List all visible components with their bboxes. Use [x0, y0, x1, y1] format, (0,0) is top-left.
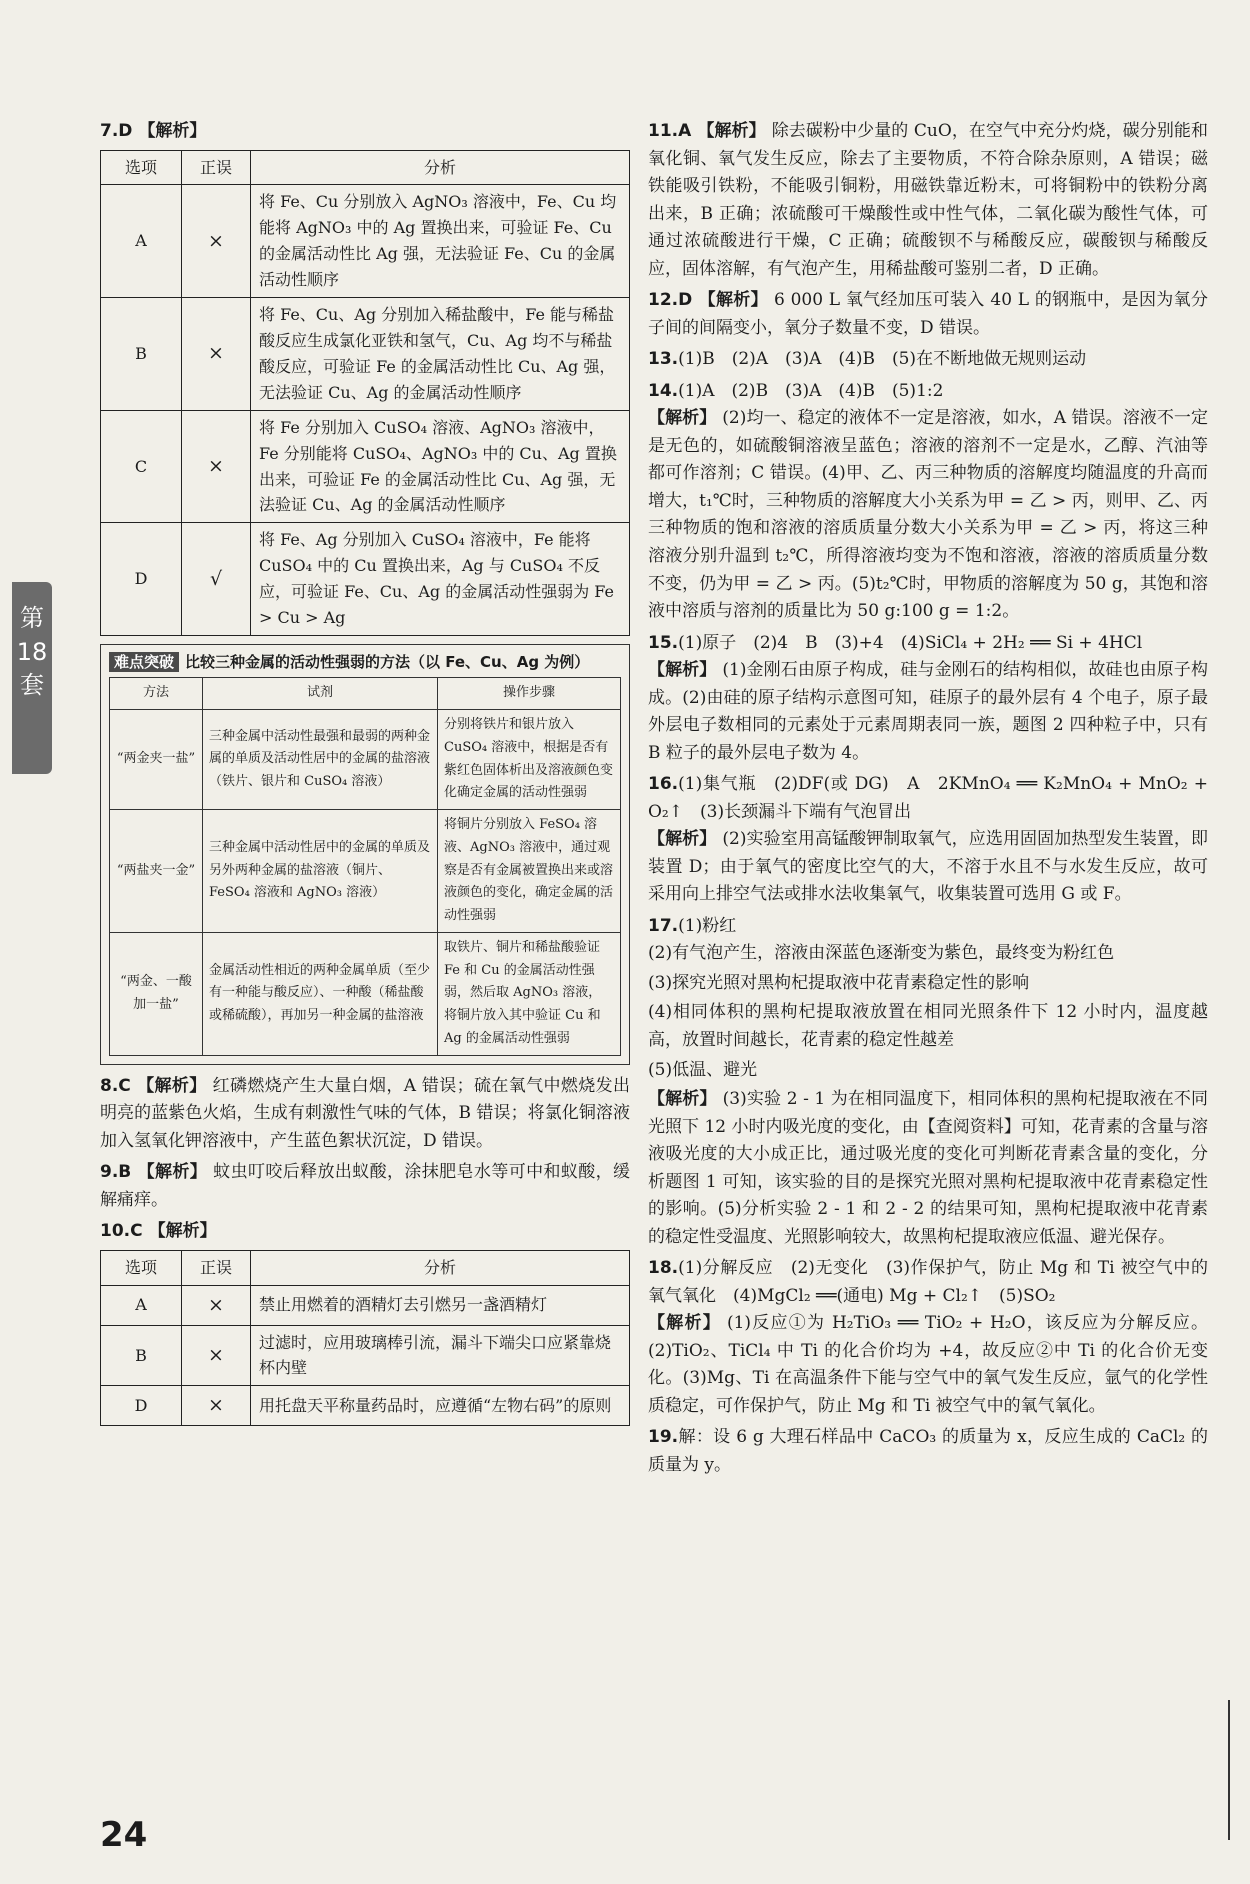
q17-line-2: (2)有气泡产生，溶液由深蓝色逐渐变为紫色，最终变为粉红色 — [648, 943, 1115, 964]
left-column — [100, 118, 630, 1434]
q12-answer: D — [678, 290, 693, 311]
question-10 — [100, 1218, 630, 1246]
mark-cell: × — [182, 185, 251, 298]
tip-title: 比较三种金属的活动性强弱的方法（以 Fe、Cu、Ag 为例） — [185, 652, 590, 671]
tip-box — [100, 644, 630, 1065]
q10-header-analysis: 分析 — [251, 1250, 630, 1285]
q10-table — [100, 1250, 630, 1426]
q17-line-3: (3)探究光照对黑枸杞提取液中花青素稳定性的影响 — [648, 972, 1030, 993]
margin-rule — [1228, 1700, 1230, 1840]
q7-number: 7. — [100, 121, 119, 141]
question-9 — [100, 1159, 630, 1214]
q15-tag: 【解析】 — [648, 660, 717, 681]
q10-answer: C — [130, 1221, 143, 1242]
table-row — [110, 932, 621, 1055]
q19-number: 19. — [648, 1427, 679, 1448]
mark-cell: × — [182, 1325, 251, 1386]
analysis-cell: 将 Fe、Cu、Ag 分别加入稀盐酸中，Fe 能与稀盐酸反应生成氯化亚铁和氢气，Cu、Ag 均不与稀盐酸反应，可验证 Fe 的金属活动性比 Cu、Ag 强，无法验证 Cu、Ag 的金属活动性顺序 — [251, 298, 630, 411]
q7-header-option: 选项 — [101, 150, 182, 185]
mark-cell: × — [182, 298, 251, 411]
table-row — [101, 1285, 630, 1325]
q11-number: 11. — [648, 121, 679, 141]
reagent-cell: 三种金属中活动性最强和最弱的两种金属的单质及活动性居中的金属的盐溶液（铁片、银片和 CuSO₄ 溶液） — [203, 710, 438, 810]
q7-header-analysis: 分析 — [251, 150, 630, 185]
option-cell: C — [101, 410, 182, 523]
q17-line-5: (5)低温、避光 — [648, 1059, 758, 1080]
q19-text: 解：设 6 g 大理石样品中 CaCO₃ 的质量为 x，反应生成的 CaCl₂ 的质量为 y。 — [648, 1427, 1208, 1475]
q9-answer: B — [118, 1162, 132, 1183]
q18-text: (1)反应①为 H₂TiO₃ ══ TiO₂ + H₂O，该反应为分解反应。(2)TiO₂、TiCl₄ 中 Ti 的化合价均为 +4，故反应②中 Ti 的化合价无变化。(3)Mg、Ti 在高温条件下能与空气中的氧气发生反应，氩气的化学性质稳定，可作保护气，防止 Mg 和 Ti 被空气中的氧气氧化。 — [648, 1313, 1208, 1416]
q18-answers: (1)分解反应 (2)无变化 (3)作保护气，防止 Mg 和 Ti 被空气中的氧气氧化 (4)MgCl₂ ══(通电) Mg + Cl₂↑ (5)SO₂ — [648, 1258, 1208, 1306]
table-row — [110, 710, 621, 810]
question-18 — [648, 1255, 1208, 1420]
q18-number: 18. — [648, 1258, 679, 1279]
q13-text: (1)B (2)A (3)A (4)B (5)在不断地做无规则运动 — [678, 349, 1087, 370]
q17-line-1: (1)粉红 — [678, 915, 737, 936]
q7-tag: 【解析】 — [138, 121, 207, 141]
q7-table — [100, 150, 630, 636]
q16-answers: (1)集气瓶 (2)DF(或 DG) A 2KMnO₄ ══ K₂MnO₄ + MnO₂ + O₂↑ (3)长颈漏斗下端有气泡冒出 — [648, 774, 1208, 822]
option-cell: B — [101, 298, 182, 411]
option-cell: D — [101, 523, 182, 636]
q16-tag: 【解析】 — [648, 829, 717, 850]
question-7 — [100, 118, 630, 146]
mark-cell: × — [182, 1285, 251, 1325]
q15-number: 15. — [648, 632, 679, 653]
method-cell: “两金夹一盐” — [110, 710, 203, 810]
q17-text: (3)实验 2 - 1 为在相同温度下，相同体积的黑枸杞提取液在不同光照下 12 小时内吸光度的变化，由【查阅资料】可知，花青素的含量与溶液吸光度的大小成正比，通过吸光度的变化可判断花青素含量的变化，分析题图 1 可知，该实验的目的是探究光照对黑枸杞提取液中花青素稳定性的影响。(5)分析实验 2 - 1 和 2 - 2 的结果可知，黑枸杞提取液中花青素的稳定性受温度、光照影响较大，故黑枸杞提取液应低温、避光保存。 — [648, 1089, 1209, 1247]
q14-number: 14. — [648, 380, 679, 401]
q9-tag: 【解析】 — [137, 1162, 208, 1183]
tip-header-method: 方法 — [110, 678, 203, 710]
method-cell: “两金、一酸加一盐” — [110, 932, 203, 1055]
q16-text: (2)实验室用高锰酸钾制取氧气，应选用固固加热型发生装置，即装置 D；由于氧气的密度比空气的大，不溶于水且不与水发生反应，故可采用向上排空气法或排水法收集氧气，收集装置可选用 G 或 F。 — [648, 829, 1208, 905]
tip-header-reagent: 试剂 — [203, 678, 438, 710]
method-cell: “两盐夹一金” — [110, 810, 203, 933]
analysis-cell: 将 Fe 分别加入 CuSO₄ 溶液、AgNO₃ 溶液中，Fe 分别能将 CuSO₄、AgNO₃ 中的 Cu、Ag 置换出来，可验证 Fe 的金属活动性比 Cu、Ag 强，无法验证 Cu、Ag 的金属活动性顺序 — [251, 410, 630, 523]
q11-tag: 【解析】 — [697, 121, 766, 141]
option-cell: A — [101, 185, 182, 298]
table-row — [101, 1325, 630, 1386]
steps-cell: 将铜片分别放入 FeSO₄ 溶液、AgNO₃ 溶液中，通过观察是否有金属被置换出来或溶液颜色的变化，确定金属的活动性强弱 — [438, 810, 621, 933]
tip-header-row — [110, 678, 621, 710]
table-row — [101, 1386, 630, 1426]
q10-tag: 【解析】 — [148, 1221, 217, 1242]
q12-number: 12. — [648, 290, 679, 311]
q13-number: 13. — [648, 349, 679, 370]
tip-table — [109, 677, 621, 1055]
mark-cell: × — [182, 1386, 251, 1426]
q15-answers: (1)原子 (2)4 B (3)+4 (4)SiCl₄ + 2H₂ ══ Si + 4HCl — [678, 632, 1143, 653]
q7-header-mark: 正误 — [182, 150, 251, 185]
q12-text: 6 000 L 氧气经加压可装入 40 L 的钢瓶中，是因为氧分子间的间隔变小，氧分子数量不变，D 错误。 — [648, 290, 1208, 338]
option-cell: B — [101, 1325, 182, 1386]
q12-tag: 【解析】 — [698, 290, 769, 311]
option-cell: A — [101, 1285, 182, 1325]
q9-text: 蚊虫叮咬后释放出蚁酸，涂抹肥皂水等可中和蚁酸，缓解痛痒。 — [100, 1162, 631, 1210]
question-15 — [648, 630, 1208, 768]
q17-tag: 【解析】 — [648, 1089, 717, 1110]
question-17 — [648, 913, 1208, 1251]
q10-header-row — [101, 1250, 630, 1285]
q8-number: 8. — [100, 1075, 119, 1096]
analysis-cell: 过滤时，应用玻璃棒引流，漏斗下端尖口应紧靠烧杯内壁 — [251, 1325, 630, 1386]
q14-answers: (1)A (2)B (3)A (4)B (5)1:2 — [678, 380, 944, 401]
q11-answer: A — [678, 121, 692, 141]
q17-number: 17. — [648, 915, 679, 936]
reagent-cell: 三种金属中活动性居中的金属的单质及另外两种金属的盐溶液（铜片、FeSO₄ 溶液和 AgNO₃ 溶液） — [203, 810, 438, 933]
q8-text: 红磷燃烧产生大量白烟，A 错误；硫在氧气中燃烧发出明亮的蓝紫色火焰，生成有刺激性气味的气体，B 错误；将氯化铜溶液加入氢氧化钾溶液中，产生蓝色絮状沉淀，D 错误。 — [100, 1075, 631, 1151]
question-19 — [648, 1424, 1208, 1479]
question-13 — [648, 346, 1208, 374]
section-tab: 第18套 — [12, 582, 52, 774]
option-cell: D — [101, 1386, 182, 1426]
right-column — [648, 118, 1208, 1484]
table-row — [101, 298, 630, 411]
table-row — [101, 410, 630, 523]
q14-text: (2)均一、稳定的液体不一定是溶液，如水，A 错误。溶液不一定是无色的，如硫酸铜溶液呈蓝色；溶液的溶剂不一定是水，乙醇、汽油等都可作溶剂；C 错误。(4)甲、乙、丙三种物质的溶解度均随温度的升高而增大，t₁℃时，三种物质的溶解度大小关系为甲 = 乙 > 丙，则甲、乙、丙三种物质的饱和溶液的溶质质量分数大小关系为甲 = 乙 > 丙，将这三种溶液分别升温到 t₂℃，所得溶液均变为不饱和溶液，溶液的溶质质量分数不变，仍为甲 = 乙 > 丙。(5)t₂℃时，甲物质的溶解度为 50 g，其饱和溶液中溶质与溶剂的质量比为 50 g:100 g = 1:2。 — [648, 408, 1209, 622]
q10-number: 10. — [100, 1221, 131, 1242]
q9-number: 9. — [100, 1162, 119, 1183]
table-row — [101, 523, 630, 636]
q7-header-row — [101, 150, 630, 185]
analysis-cell: 将 Fe、Ag 分别加入 CuSO₄ 溶液中，Fe 能将 CuSO₄ 中的 Cu 置换出来，Ag 与 CuSO₄ 不反应，可验证 Fe、Cu、Ag 的金属活动性强弱为 Fe > Cu > Ag — [251, 523, 630, 636]
q7-answer: D — [118, 121, 133, 141]
table-row — [101, 185, 630, 298]
mark-cell: × — [182, 410, 251, 523]
q8-tag: 【解析】 — [136, 1075, 207, 1096]
q8-answer: C — [118, 1075, 131, 1096]
table-row — [110, 810, 621, 933]
reagent-cell: 金属活动性相近的两种金属单质（至少有一种能与酸反应）、一种酸（稀盐酸或稀硫酸），再加另一种金属的盐溶液 — [203, 932, 438, 1055]
analysis-cell: 用托盘天平称量药品时，应遵循“左物右码”的原则 — [251, 1386, 630, 1426]
question-8 — [100, 1073, 630, 1156]
tip-box-title — [109, 651, 621, 674]
q10-header-mark: 正误 — [182, 1250, 251, 1285]
q16-number: 16. — [648, 774, 679, 795]
analysis-cell: 将 Fe、Cu 分别放入 AgNO₃ 溶液中，Fe、Cu 均能将 AgNO₃ 中的 Ag 置换出来，可验证 Fe、Cu 的金属活动性比 Ag 强，无法验证 Fe、Cu 的金属活动性顺序 — [251, 185, 630, 298]
tip-badge: 难点突破 — [109, 652, 179, 672]
q11-text: 除去碳粉中少量的 CuO，在空气中充分灼烧，碳分别能和氧化铜、氧气发生反应，除去了主要物质，不符合除杂原则，A 错误；磁铁能吸引铁粉，不能吸引铜粉，用磁铁靠近粉末，可将铜粉中的铁粉分离出来，B 正确；浓硫酸可干燥酸性或中性气体，二氧化碳为酸性气体，可通过浓硫酸进行干燥，C 正确；硫酸钡不与稀酸反应，碳酸钡与稀酸反应，固体溶解，有气泡产生，用稀盐酸可鉴别二者，D 正确。 — [648, 121, 1209, 279]
q15-text: (1)金刚石由原子构成，硅与金刚石的结构相似，故硅也由原子构成。(2)由硅的原子结构示意图可知，硅原子的最外层有 4 个电子，原子最外层电子数相同的元素处于元素周期表同一族，题图 2 四种粒子中，只有 B 粒子的最外层电子数为 4。 — [648, 660, 1208, 763]
page-number: 24 — [100, 1815, 148, 1855]
question-16 — [648, 771, 1208, 909]
question-11 — [648, 118, 1208, 283]
q10-header-option: 选项 — [101, 1250, 182, 1285]
q17-line-4: (4)相同体积的黑枸杞提取液放置在相同光照条件下 12 小时内，温度越高，放置时间越长，花青素的稳定性越差 — [648, 1002, 1208, 1050]
steps-cell: 分别将铁片和银片放入 CuSO₄ 溶液中，根据是否有紫红色固体析出及溶液颜色变化确定金属的活动性强弱 — [438, 710, 621, 810]
mark-cell: √ — [182, 523, 251, 636]
question-14 — [648, 378, 1208, 626]
tip-header-steps: 操作步骤 — [438, 678, 621, 710]
steps-cell: 取铁片、铜片和稀盐酸验证 Fe 和 Cu 的金属活动性强弱，然后取 AgNO₃ 溶液，将铜片放入其中验证 Cu 和 Ag 的金属活动性强弱 — [438, 932, 621, 1055]
q14-tag: 【解析】 — [648, 408, 717, 429]
question-12 — [648, 287, 1208, 342]
analysis-cell: 禁止用燃着的酒精灯去引燃另一盏酒精灯 — [251, 1285, 630, 1325]
q18-tag: 【解析】 — [648, 1313, 721, 1334]
